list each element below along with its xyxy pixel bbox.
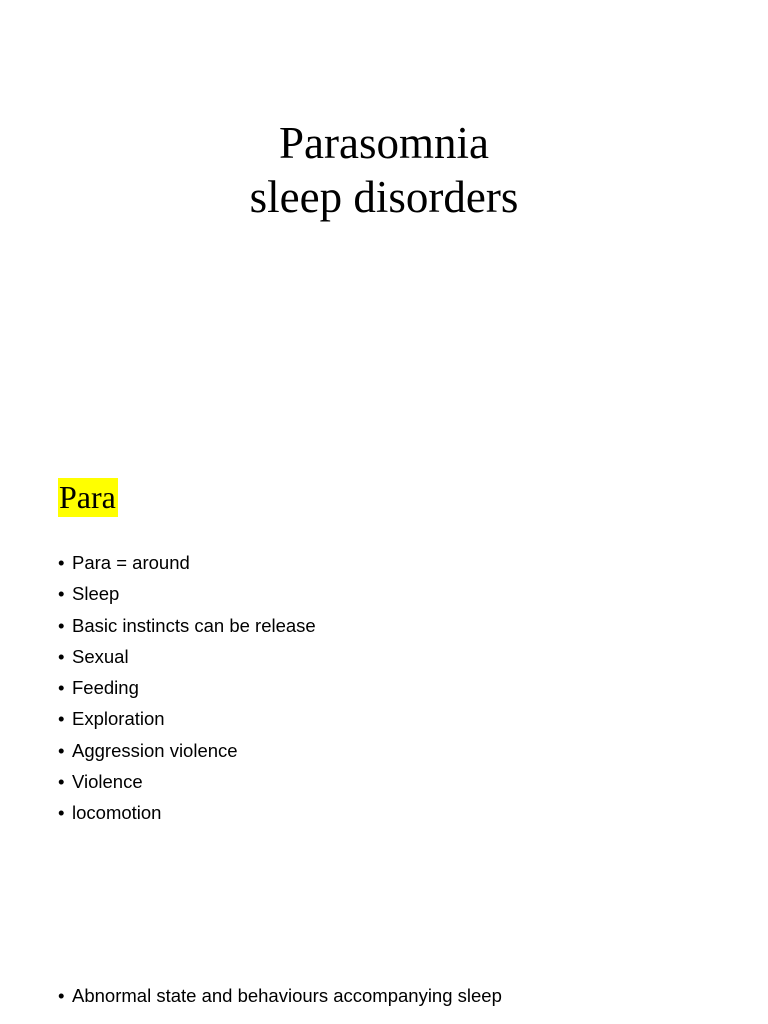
bullet-icon: • [58, 771, 65, 793]
bullet-icon: • [58, 583, 65, 605]
list-item [58, 578, 316, 609]
list-item-text: Violence [72, 771, 143, 793]
list-item-text: Basic instincts can be release [72, 614, 316, 636]
list-item [58, 735, 316, 766]
list-item [58, 703, 316, 734]
bullet-icon: • [58, 614, 65, 636]
bullet-icon: • [58, 985, 65, 1006]
list-item [58, 797, 316, 828]
list-item [58, 766, 316, 797]
bullet-list [58, 547, 316, 829]
list-item-text: Aggression violence [72, 739, 238, 761]
bullet-list-2 [58, 980, 502, 1011]
title-line-1: Parasomnia [279, 118, 489, 168]
list-item-text: locomotion [72, 802, 162, 824]
bullet-icon: • [58, 552, 65, 573]
list-item-text: Abnormal state and behaviours accompanying sleep [72, 985, 502, 1006]
bullet-icon: • [58, 677, 65, 699]
list-item [58, 610, 316, 641]
section-heading: Para [59, 479, 116, 515]
bullet-icon: • [58, 708, 65, 730]
list-item [58, 547, 316, 578]
list-item-text: Para = around [72, 552, 190, 573]
title-line-2: sleep disorders [249, 172, 519, 222]
list-item-text: Sleep [72, 583, 120, 605]
list-item [58, 980, 502, 1011]
list-item-text: Feeding [72, 677, 139, 699]
list-item [58, 641, 316, 672]
list-item [58, 672, 316, 703]
bullet-icon: • [58, 645, 65, 667]
bullet-icon: • [58, 739, 65, 761]
bullet-icon: • [58, 802, 65, 824]
list-item-text: Exploration [72, 708, 165, 730]
list-item-text: Sexual [72, 645, 129, 667]
